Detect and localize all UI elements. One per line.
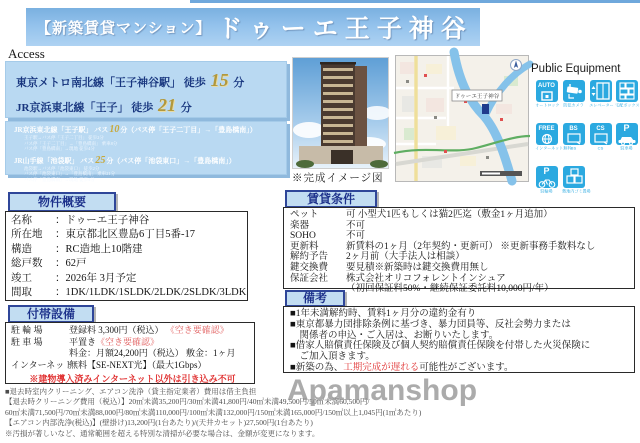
walk-unit: 分 [233, 77, 245, 89]
walk-route [16, 94, 286, 119]
car-parking-icon: P [616, 123, 638, 145]
location-map [395, 55, 529, 182]
overview-row: 構造 ：RC造地上10階建 [11, 243, 143, 255]
access-heading: Access [8, 46, 45, 61]
free-internet-icon: FREE [536, 123, 558, 145]
walk-minutes: 15 [210, 70, 229, 90]
fineprint-line: ■退去時室内クリーニング、エアコン洗浄（貸主指定業者）費用は借主負担 [5, 387, 257, 396]
condition-row: SOHO 不可 [290, 231, 366, 242]
overview-table [5, 211, 248, 301]
bus-route [14, 156, 286, 183]
condition-row: 解約予告 2ヶ月前（大手法人は相談） [290, 252, 465, 263]
bus-route-text: JR山手線「池袋駅」 バス [14, 156, 95, 165]
auto-lock-icon: AUTO [536, 80, 558, 102]
bus-route-note: バス停「豊島橋南」→現地 徒歩4分 [24, 176, 95, 182]
remark-line: 関係者の申込・ご入居は、お断りいたします。 [290, 330, 499, 341]
bus-route-main [14, 125, 286, 135]
facility-row: インターネット 無料【SE-NEXT光】（最大1Gbps） [11, 359, 207, 370]
equipment-security-camera: 防犯カメラ [561, 80, 586, 109]
overview-row: 総戸数 ：62戸 [11, 258, 87, 270]
walk-route-text: JR京浜東北線「王子」 徒歩 [16, 102, 154, 114]
equipment-bicycle-parking: P 駐輪場 [534, 166, 559, 195]
condition-row: （初回保証料50%・継続保証委託料10,000円/年） [346, 284, 554, 295]
facility-row: 料金：月額24,200円（税込） 敷金：1ヶ月 [69, 348, 236, 358]
remark-line: ■新築の為、工期完成が遅れる可能性がございます。 [290, 362, 514, 373]
remark-line: ■1年未満解約時、賃料1ヶ月分の違約金有り [290, 309, 477, 319]
bus-route-note: 池袋駅→バス停「池袋東口」 徒歩2分 [24, 165, 100, 171]
equipment-delivery-box: 宅配ボックス [614, 80, 639, 109]
rendering-caption: ※完成イメージ図 [292, 173, 384, 184]
property-marker [482, 104, 489, 114]
remark-line: ご加入頂きます。 [290, 352, 375, 363]
facility-row: 駐 輪 場 登録料 3,300円（税込） 《空き要確認》 [11, 325, 229, 335]
public-equipment-heading: Public Equipment [531, 63, 621, 75]
bus-minutes: 10 [109, 124, 120, 135]
map-illustration [396, 56, 528, 181]
bus-route-note: バス停「豊島橋南」→現地 徒歩4分 [24, 146, 95, 151]
equipment-garbage-area: 敷地内ゴミ置場 [561, 166, 586, 195]
condition-row: 楽器 不可 [290, 220, 366, 231]
banner-tag: 【新築賃貸マンション】 [36, 20, 212, 37]
delivery-box-icon [616, 80, 638, 102]
fineprint-line: 【退去時クリーニング費用（税込）】20㎡未満35,200円/30㎡未満41,800円/40㎡未満49,500円/50㎡未満60,500円/ [5, 397, 370, 407]
fineprint-line: 60㎡未満71,500円/70㎡未満88,000円/80㎡未満110,000円/100㎡未満132,000円/150㎡未満165,000円/150㎡以上1,045円(1㎡あたり) [5, 407, 422, 417]
facilities-warning: ※建物導入済みインターネット以外は引き込み不可 [29, 374, 236, 384]
garbage-area-icon [563, 166, 585, 188]
equipment-cs: CS CS [588, 123, 613, 152]
remark-line: ■借家人賠償責任保険及び個人契約賠償責任保険を付帯した火災保険に [290, 341, 591, 352]
remarks-box [283, 306, 635, 373]
bs-antenna-icon: BS [563, 123, 585, 145]
overview-heading: 物件概要 [8, 192, 116, 212]
building-illustration [293, 58, 388, 168]
conditions-heading: 賃貸条件 [285, 190, 377, 208]
equipment-parking: P 駐車場 [614, 123, 639, 152]
bus-access-box [5, 121, 287, 182]
overview-row: 間取 ：1DK/1LDK/1SLDK/2LDK/2SLDK/3LDK [11, 287, 247, 299]
equipment-auto-lock: AUTO オートロック [534, 80, 559, 109]
map-property-label: ドゥーエ王子神谷 [454, 94, 500, 100]
overview-row: 所在地 ：東京都北区豊島6丁目5番-17 [11, 229, 195, 241]
walk-route-text: 東京メトロ南北線「王子神谷駅」 徒歩 [16, 77, 206, 89]
bus-route-text: JR京浜東北線「王子駅」 バス [14, 126, 109, 134]
facilities-table [5, 322, 255, 384]
facilities-heading: 付帯設備 [8, 305, 94, 323]
title-banner [26, 8, 480, 46]
bus-route-note: バス停「王子二丁目」→「豊島橋南」 乗車8分 [24, 140, 118, 146]
overview-row: 名称 ：ドゥーエ王子神谷 [11, 215, 150, 226]
top-decor-strip [190, 0, 640, 3]
remarks-heading: 備考 [285, 290, 345, 307]
building-rendering-image [292, 57, 389, 169]
bus-route [14, 125, 286, 152]
conditions-table [283, 207, 635, 295]
facility-row: 駐 車 場 平置き《空き要確認》 [11, 336, 160, 347]
condition-row: ペット 可 小型犬1匹もしくは猫2匹迄（敷金1ヶ月追加） [290, 210, 553, 220]
condition-row: 更新料 新賃料の1ヶ月（2年契約・更新可） ※更新事務手数料なし [290, 241, 596, 252]
walk-route [16, 69, 286, 94]
condition-row: 保証会社 株式会社オリコフォレントインシュア [290, 273, 506, 284]
bus-route-main [14, 156, 286, 166]
equipment-free-internet: FREE インターネット無料 [534, 123, 559, 152]
fineprint-line: 【エアコン内部洗浄(税込)】(壁掛け)13,200円(1台あたり)/(天井カセット)27,500円(1台あたり) [5, 418, 313, 428]
page-title: ドゥーエ王子神谷 [217, 16, 473, 43]
walk-access-box [5, 61, 287, 118]
equipment-bs: BS BS [561, 123, 586, 152]
bus-route-text: 分（バス停「王子二丁目」→「豊島橋南」） [120, 126, 257, 134]
apamanshop-logo: Apamanshop [287, 374, 478, 407]
elevator-icon [590, 80, 612, 102]
fineprint-line: ※汚損が著しいなど、通常範囲を超える特別な清掃が必要な場合は、金額が変更になります。 [5, 428, 320, 438]
walk-minutes: 21 [157, 95, 176, 115]
bus-minutes: 25 [95, 154, 106, 166]
remark-line: ■東京都暴力団排除条例に基づき、暴力団員等、反社会勢力または [290, 319, 571, 330]
equipment-elevator: エレベーター [588, 80, 613, 109]
walk-unit: 分 [180, 102, 192, 114]
bus-route-note: 王子駅→バス停「王子二丁目」 徒歩2分 [24, 135, 104, 140]
cs-antenna-icon: CS [590, 123, 612, 145]
bus-route-text: 分（バス停「池袋東口」→「豊島橋南」） [106, 156, 236, 165]
security-camera-icon [563, 80, 585, 102]
bicycle-parking-icon: P [536, 166, 558, 188]
overview-row: 竣工 ：2026年 3月予定 [11, 272, 137, 284]
condition-row: 鍵交換費 要見積※新築時は鍵交換費用無し [290, 262, 489, 273]
bus-route-note: バス停「池袋東口」→「豊島橋南」 乗車21分 [24, 171, 116, 176]
